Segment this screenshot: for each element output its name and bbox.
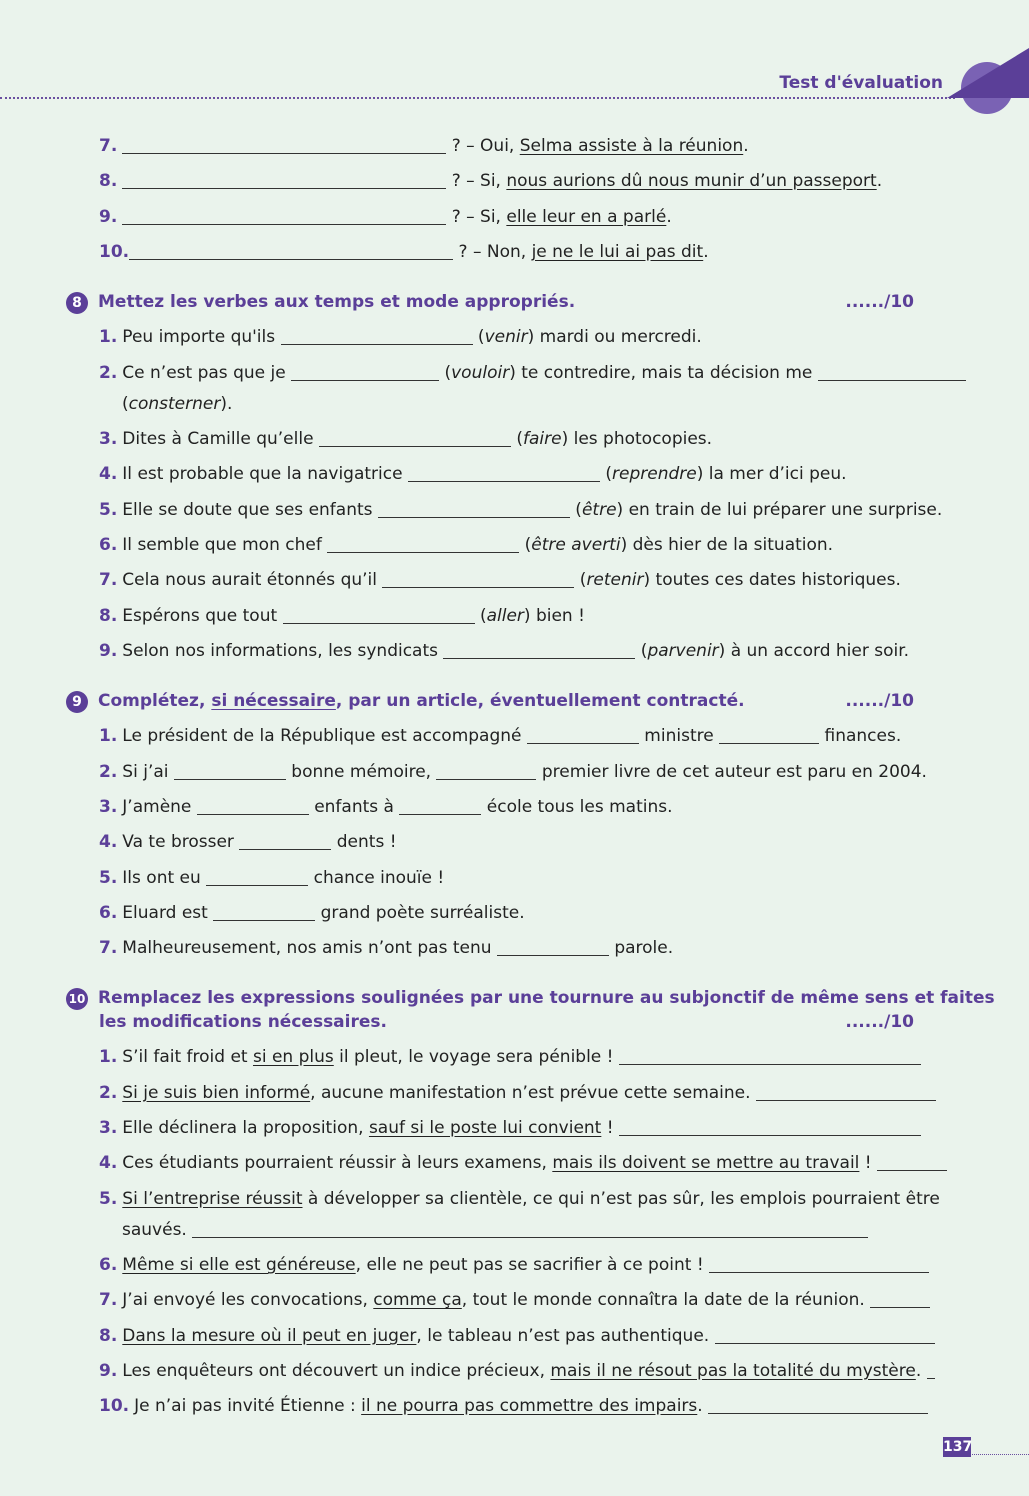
- answer-blank[interactable]: [378, 501, 570, 518]
- list-item: 8. Dans la mesure où il peut en juger, le tableau n’est pas authentique.: [99, 1325, 935, 1347]
- exercise-10-title: 10 Remplacez les expressions soulignées par une tournure au subjonctif de même sens et faites: [66, 986, 995, 1010]
- exercise-10-score: ....../10: [845, 1012, 914, 1032]
- list-item: 10. ? – Non, je ne le lui ai pas dit.: [99, 242, 709, 262]
- list-item-continuation: sauvés.: [122, 1219, 868, 1241]
- page-number-dotted-rule: [972, 1454, 1029, 1455]
- list-item: 3. Elle déclinera la proposition, sauf si le poste lui convient !: [99, 1117, 921, 1139]
- list-item: 8. ? – Si, nous aurions dû nous munir d’un passeport.: [99, 171, 883, 191]
- list-item: 10. Je n’ai pas invité Étienne : il ne pourra pas commettre des impairs.: [99, 1395, 928, 1417]
- answer-blank[interactable]: [619, 1119, 921, 1136]
- exercise-8-score: ....../10: [845, 292, 914, 312]
- answer-blank[interactable]: [877, 1154, 947, 1171]
- list-item: 7. J’ai envoyé les convocations, comme ça, tout le monde connaîtra la date de la réunion.: [99, 1289, 930, 1311]
- answer-blank[interactable]: [283, 607, 475, 624]
- exercise-number-badge: 9: [66, 691, 88, 713]
- page-header-title: Test d'évaluation: [779, 73, 943, 93]
- answer-blank[interactable]: [192, 1221, 868, 1238]
- answer-blank[interactable]: [818, 364, 966, 381]
- answer-blank[interactable]: [239, 833, 331, 850]
- list-item: 3. J’amène enfants à école tous les matins.: [99, 797, 673, 817]
- list-item: 1. Le président de la République est accompagné ministre finances.: [99, 726, 902, 746]
- answer-blank[interactable]: [408, 465, 600, 482]
- exercise-9-score: ....../10: [845, 691, 914, 711]
- answer-blank[interactable]: [291, 364, 439, 381]
- answer-blank[interactable]: [708, 1397, 928, 1414]
- list-item: 4. Va te brosser dents !: [99, 832, 397, 852]
- list-item: 8. Espérons que tout (aller) bien !: [99, 606, 585, 626]
- list-item: 5. Elle se doute que ses enfants (être) en train de lui préparer une surprise.: [99, 500, 943, 520]
- list-item: 2. Si je suis bien informé, aucune manifestation n’est prévue cette semaine.: [99, 1082, 936, 1104]
- answer-blank[interactable]: [319, 430, 511, 447]
- exercise-number-badge: 10: [66, 988, 88, 1010]
- answer-blank[interactable]: [174, 763, 286, 780]
- exercise-number-badge: 8: [66, 292, 88, 314]
- answer-blank[interactable]: [619, 1048, 921, 1065]
- list-item: 1. S’il fait froid et si en plus il pleut, le voyage sera pénible !: [99, 1046, 921, 1068]
- list-item-continuation: (consterner).: [122, 394, 233, 414]
- list-item: 6. Il semble que mon chef (être averti) dès hier de la situation.: [99, 535, 834, 555]
- answer-blank[interactable]: [715, 1327, 935, 1344]
- list-item: 3. Dites à Camille qu’elle (faire) les photocopies.: [99, 429, 713, 449]
- list-item: 2. Ce n’est pas que je (vouloir) te contredire, mais ta décision me: [99, 362, 966, 384]
- list-item: 7. Cela nous aurait étonnés qu’il (retenir) toutes ces dates historiques.: [99, 570, 901, 590]
- page-number: 137: [943, 1439, 973, 1455]
- list-item: 5. Si l’entreprise réussit à développer sa clientèle, ce qui n’est pas sûr, les emplois pourraient être: [99, 1189, 940, 1209]
- answer-blank[interactable]: [756, 1084, 936, 1101]
- answer-blank[interactable]: [281, 328, 473, 345]
- list-item: 4. Il est probable que la navigatrice (reprendre) la mer d’ici peu.: [99, 464, 847, 484]
- answer-blank[interactable]: [719, 727, 819, 744]
- list-item: 9. Les enquêteurs ont découvert un indice précieux, mais il ne résout pas la totalité du mystère.: [99, 1360, 935, 1382]
- answer-blank[interactable]: [399, 798, 481, 815]
- list-item: 7. ? – Oui, Selma assiste à la réunion.: [99, 136, 749, 156]
- answer-blank[interactable]: [122, 137, 446, 154]
- answer-blank[interactable]: [122, 208, 446, 225]
- answer-blank[interactable]: [122, 172, 446, 189]
- exercise-8-title: 8 Mettez les verbes aux temps et mode appropriés.: [66, 290, 575, 314]
- answer-blank[interactable]: [213, 904, 315, 921]
- answer-blank[interactable]: [206, 869, 308, 886]
- header-decoration-icon: [947, 48, 1029, 118]
- answer-blank[interactable]: [443, 642, 635, 659]
- list-item: 2. Si j’ai bonne mémoire, premier livre de cet auteur est paru en 2004.: [99, 762, 927, 782]
- answer-blank[interactable]: [709, 1256, 929, 1273]
- list-item: 9. ? – Si, elle leur en a parlé.: [99, 207, 672, 227]
- answer-blank[interactable]: [527, 727, 639, 744]
- answer-blank[interactable]: [382, 571, 574, 588]
- list-item: 1. Peu importe qu'ils (venir) mardi ou mercredi.: [99, 327, 702, 347]
- answer-blank[interactable]: [436, 763, 536, 780]
- answer-blank[interactable]: [327, 536, 519, 553]
- exercise-10-title-continuation: les modifications nécessaires.: [99, 1012, 387, 1032]
- answer-blank[interactable]: [129, 243, 453, 260]
- exercise-9-title: 9 Complétez, si nécessaire, par un article, éventuellement contracté.: [66, 689, 745, 713]
- answer-blank[interactable]: [927, 1362, 935, 1379]
- answer-blank[interactable]: [870, 1291, 930, 1308]
- list-item: 4. Ces étudiants pourraient réussir à leurs examens, mais ils doivent se mettre au travail !: [99, 1152, 947, 1174]
- list-item: 6. Eluard est grand poète surréaliste.: [99, 903, 525, 923]
- list-item: 7. Malheureusement, nos amis n’ont pas tenu parole.: [99, 938, 674, 958]
- answer-blank[interactable]: [497, 939, 609, 956]
- list-item: 5. Ils ont eu chance inouïe !: [99, 868, 445, 888]
- list-item: 9. Selon nos informations, les syndicats (parvenir) à un accord hier soir.: [99, 641, 910, 661]
- answer-blank[interactable]: [197, 798, 309, 815]
- list-item: 6. Même si elle est généreuse, elle ne peut pas se sacrifier à ce point !: [99, 1254, 929, 1276]
- header-dotted-rule: [0, 97, 955, 99]
